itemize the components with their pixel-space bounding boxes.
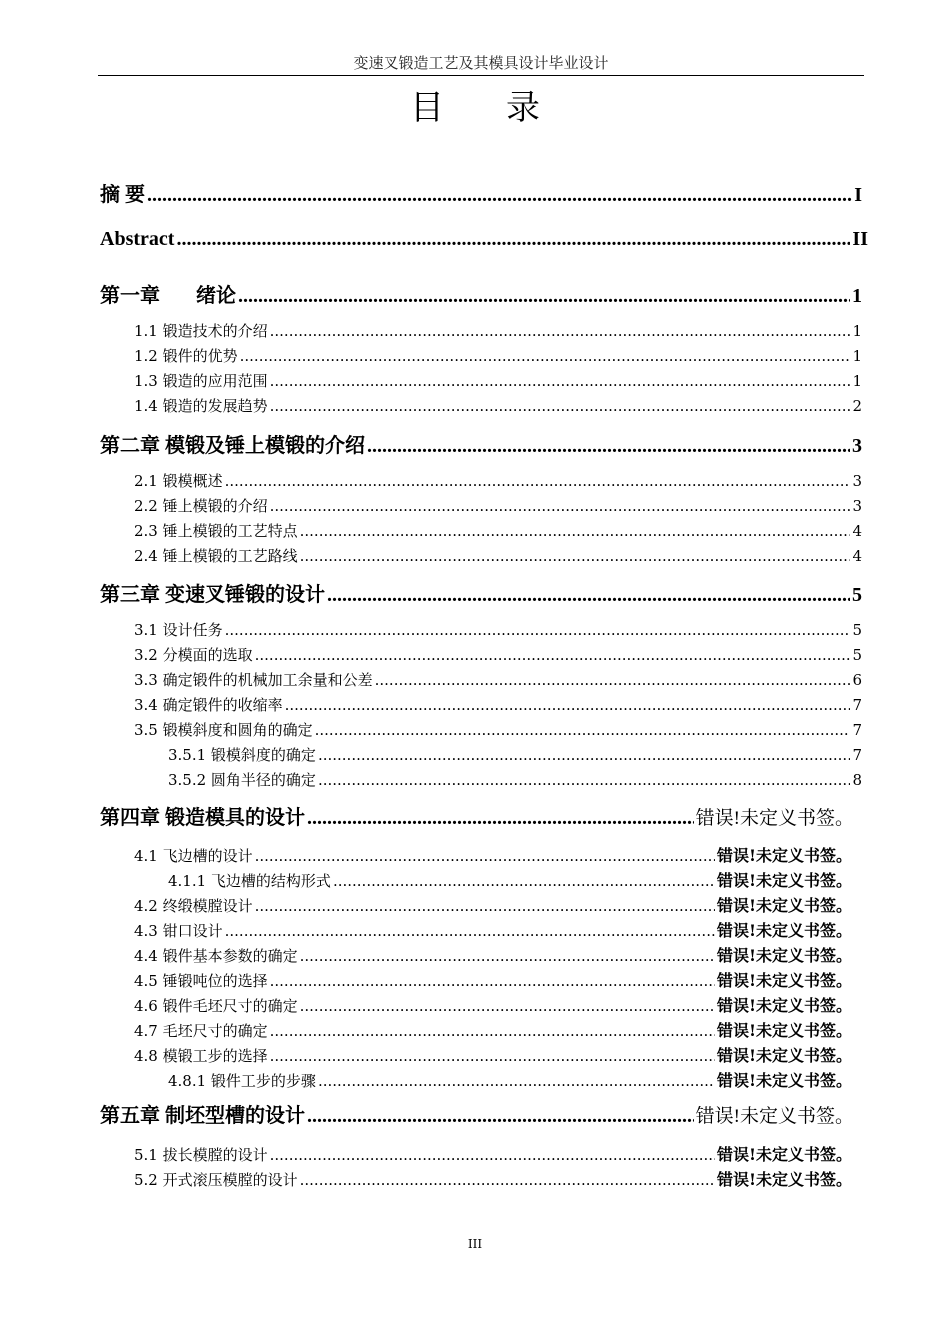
toc-entry-page-error: 错误!未定义书签。: [716, 896, 852, 915]
toc-entry-1-2[interactable]: [134, 345, 862, 366]
toc-entry-label: 3.1 设计任务: [134, 621, 223, 639]
toc-entry-label: 3.5.1 锻模斜度的确定: [168, 746, 316, 764]
toc-entry-5-1[interactable]: [134, 1142, 852, 1165]
toc-entry-label: 4.5 锤锻吨位的选择: [134, 972, 268, 990]
toc-entry-label: 第四章 锻造模具的设计: [100, 807, 305, 829]
toc-entry-page: 4: [852, 522, 862, 540]
toc-entry-label: 4.4 锻件基本参数的确定: [134, 947, 298, 965]
toc-leader-dots: [327, 584, 850, 607]
toc-leader-dots: [307, 1105, 694, 1128]
toc-entry-page: 5: [852, 621, 862, 639]
toc-leader-dots: [270, 497, 851, 515]
toc-entry-3-5-1[interactable]: [168, 744, 862, 765]
toc-entry-2-4[interactable]: [134, 545, 862, 566]
toc-entry-1-4[interactable]: [134, 395, 862, 416]
toc-entry-page: 6: [852, 671, 862, 689]
running-header: 变速叉锻造工艺及其模具设计毕业设计: [353, 54, 609, 72]
toc-entry-3-5-2[interactable]: [168, 769, 862, 790]
toc-leader-dots: [225, 621, 851, 639]
toc-entry-page-error: 错误!未定义书签。: [716, 971, 852, 990]
toc-leader-dots: [225, 472, 851, 490]
toc-entry-page: 7: [852, 721, 862, 739]
toc-entry-label: 4.8 模锻工步的选择: [134, 1047, 268, 1065]
toc-entry-label: 第五章 制坯型槽的设计: [100, 1105, 305, 1127]
toc-leader-dots: [270, 1146, 715, 1164]
toc-title-char-1: 目: [410, 88, 444, 128]
toc-entry-label: 1.3 锻造的应用范围: [134, 372, 268, 390]
toc-entry-page-error: 错误!未定义书签。: [716, 1071, 852, 1090]
toc-entry-page-error: 错误!未定义书签。: [716, 946, 852, 965]
toc-entry-page-error: 错误!未定义书签。: [716, 1145, 852, 1164]
toc-entry-3-4[interactable]: [134, 694, 862, 715]
toc-entry-label: 5.1 拔长模膛的设计: [134, 1146, 268, 1164]
toc-leader-dots: [307, 807, 694, 830]
toc-entry-page: II: [852, 228, 868, 250]
toc-leader-dots: [318, 746, 851, 764]
toc-leader-dots: [285, 696, 851, 714]
toc-entry-label: 摘 要: [100, 184, 145, 206]
toc-entry-4-3[interactable]: [134, 918, 852, 941]
toc-entry-label: 4.1.1 飞边槽的结构形式: [168, 872, 331, 890]
toc-entry-4-7[interactable]: [134, 1018, 852, 1041]
toc-entry-label: 2.1 锻模概述: [134, 472, 223, 490]
toc-leader-dots: [238, 285, 850, 308]
toc-entry-4-1[interactable]: [134, 843, 852, 866]
toc-entry-abstract-cn[interactable]: [100, 178, 862, 207]
toc-entry-page: 3: [852, 497, 862, 515]
toc-entry-label: 4.8.1 锻件工步的步骤: [168, 1072, 316, 1090]
toc-entry-4-8-1[interactable]: [168, 1068, 852, 1091]
toc-leader-dots: [300, 1171, 715, 1189]
toc-entry-page: 1: [852, 372, 862, 390]
toc-entry-page-error: 错误!未定义书签。: [716, 1021, 852, 1040]
toc-entry-page: 3: [852, 472, 862, 490]
toc-entry-label: 4.1 飞边槽的设计: [134, 847, 253, 865]
toc-entry-3-5[interactable]: [134, 719, 862, 740]
toc-leader-dots: [255, 646, 851, 664]
toc-entry-page: 4: [852, 547, 862, 565]
toc-entry-label: 1.2 锻件的优势: [134, 347, 238, 365]
toc-entry-chapter-5[interactable]: [100, 1099, 854, 1128]
toc-entry-label: 4.6 锻件毛坯尺寸的确定: [134, 997, 298, 1015]
toc-leader-dots: [300, 547, 851, 565]
toc-entry-page-error: 错误!未定义书签。: [695, 1106, 854, 1127]
toc-leader-dots: [255, 847, 715, 865]
toc-entry-label: 2.2 锤上模锻的介绍: [134, 497, 268, 515]
toc-entry-4-4[interactable]: [134, 943, 852, 966]
toc-entry-page: 2: [852, 397, 862, 415]
toc-entry-page-error: 错误!未定义书签。: [716, 846, 852, 865]
toc-entry-page-error: 错误!未定义书签。: [716, 921, 852, 940]
toc-leader-dots: [270, 397, 851, 415]
toc-entry-4-1-1[interactable]: [168, 868, 852, 891]
toc-entry-2-2[interactable]: [134, 495, 862, 516]
toc-entry-label: 2.4 锤上模锻的工艺路线: [134, 547, 298, 565]
toc-entry-4-8[interactable]: [134, 1043, 852, 1066]
toc-entry-page: 7: [852, 746, 862, 764]
toc-leader-dots: [300, 522, 851, 540]
toc-leader-dots: [300, 947, 715, 965]
toc-entry-2-1[interactable]: [134, 470, 862, 491]
toc-entry-chapter-4[interactable]: [100, 801, 854, 830]
toc-leader-dots: [318, 771, 851, 789]
toc-entry-page-error: 错误!未定义书签。: [716, 871, 852, 890]
toc-entry-3-2[interactable]: [134, 644, 862, 665]
toc-title: [0, 86, 950, 130]
toc-leader-dots: [255, 897, 715, 915]
toc-entry-label: 3.2 分模面的选取: [134, 646, 253, 664]
toc-leader-dots: [367, 435, 850, 458]
toc-entry-label: 1.1 锻造技术的介绍: [134, 322, 268, 340]
toc-leader-dots: [240, 347, 851, 365]
header-rule: [98, 75, 864, 76]
page-number: III: [467, 1237, 483, 1251]
toc-leader-dots: [270, 372, 851, 390]
toc-leader-dots: [176, 228, 850, 251]
toc-entry-label: 5.2 开式滚压模膛的设计: [134, 1171, 298, 1189]
toc-entry-chapter-2[interactable]: [100, 429, 862, 458]
toc-entry-page: 7: [852, 696, 862, 714]
toc-entry-page: 5: [852, 584, 862, 606]
toc-entry-5-2[interactable]: [134, 1167, 852, 1190]
toc-entry-label: 2.3 锤上模锻的工艺特点: [134, 522, 298, 540]
toc-entry-page: 8: [852, 771, 862, 789]
toc-leader-dots: [270, 322, 851, 340]
toc-entry-label: 3.4 确定锻件的收缩率: [134, 696, 283, 714]
toc-entry-label: 3.5.2 圆角半径的确定: [168, 771, 316, 789]
toc-entry-label: 4.7 毛坯尺寸的确定: [134, 1022, 268, 1040]
toc-entry-page: 3: [852, 435, 862, 457]
toc-entry-page: I: [854, 184, 862, 206]
toc-entry-label: 3.5 锻模斜度和圆角的确定: [134, 721, 313, 739]
toc-leader-dots: [300, 997, 715, 1015]
toc-entry-label: 4.3 钳口设计: [134, 922, 223, 940]
toc-entry-abstract-en[interactable]: [100, 228, 868, 251]
toc-leader-dots: [225, 922, 715, 940]
toc-title-char-2: 录: [506, 88, 540, 128]
toc-entry-2-3[interactable]: [134, 520, 862, 541]
toc-entry-label: 3.3 确定锻件的机械加工余量和公差: [134, 671, 373, 689]
toc-entry-page: 5: [852, 646, 862, 664]
toc-leader-dots: [270, 972, 715, 990]
toc-leader-dots: [315, 721, 851, 739]
toc-entry-3-3[interactable]: [134, 669, 862, 690]
toc-entry-chapter-1[interactable]: [100, 279, 862, 308]
toc-entry-label: Abstract: [100, 228, 175, 250]
toc-entry-page-error: 错误!未定义书签。: [716, 1170, 852, 1189]
toc-entry-label: 第三章 变速叉锤锻的设计: [100, 584, 325, 606]
toc-entry-label: 1.4 锻造的发展趋势: [134, 397, 268, 415]
toc-leader-dots: [375, 671, 851, 689]
toc-leader-dots: [270, 1047, 715, 1065]
toc-entry-chapter-3[interactable]: [100, 578, 862, 607]
toc-entry-1-3[interactable]: [134, 370, 862, 391]
toc-entry-label: 第二章 模锻及锤上模锻的介绍: [100, 435, 365, 457]
toc-entry-page: 1: [852, 322, 862, 340]
toc-leader-dots: [333, 872, 715, 890]
toc-entry-label: 第一章 绪论: [100, 285, 236, 307]
toc-leader-dots: [147, 184, 852, 207]
toc-entry-page: 1: [852, 285, 862, 307]
toc-entry-1-1[interactable]: [134, 320, 862, 341]
toc-entry-3-1[interactable]: [134, 619, 862, 640]
toc-entry-page-error: 错误!未定义书签。: [695, 808, 854, 829]
toc-entry-page-error: 错误!未定义书签。: [716, 1046, 852, 1065]
toc-entry-page: 1: [852, 347, 862, 365]
toc-entry-4-6[interactable]: [134, 993, 852, 1016]
toc-leader-dots: [270, 1022, 715, 1040]
toc-leader-dots: [318, 1072, 715, 1090]
toc-entry-page-error: 错误!未定义书签。: [716, 996, 852, 1015]
toc-entry-label: 4.2 终缎模膛设计: [134, 897, 253, 915]
toc-entry-4-5[interactable]: [134, 968, 852, 991]
toc-entry-4-2[interactable]: [134, 893, 852, 916]
